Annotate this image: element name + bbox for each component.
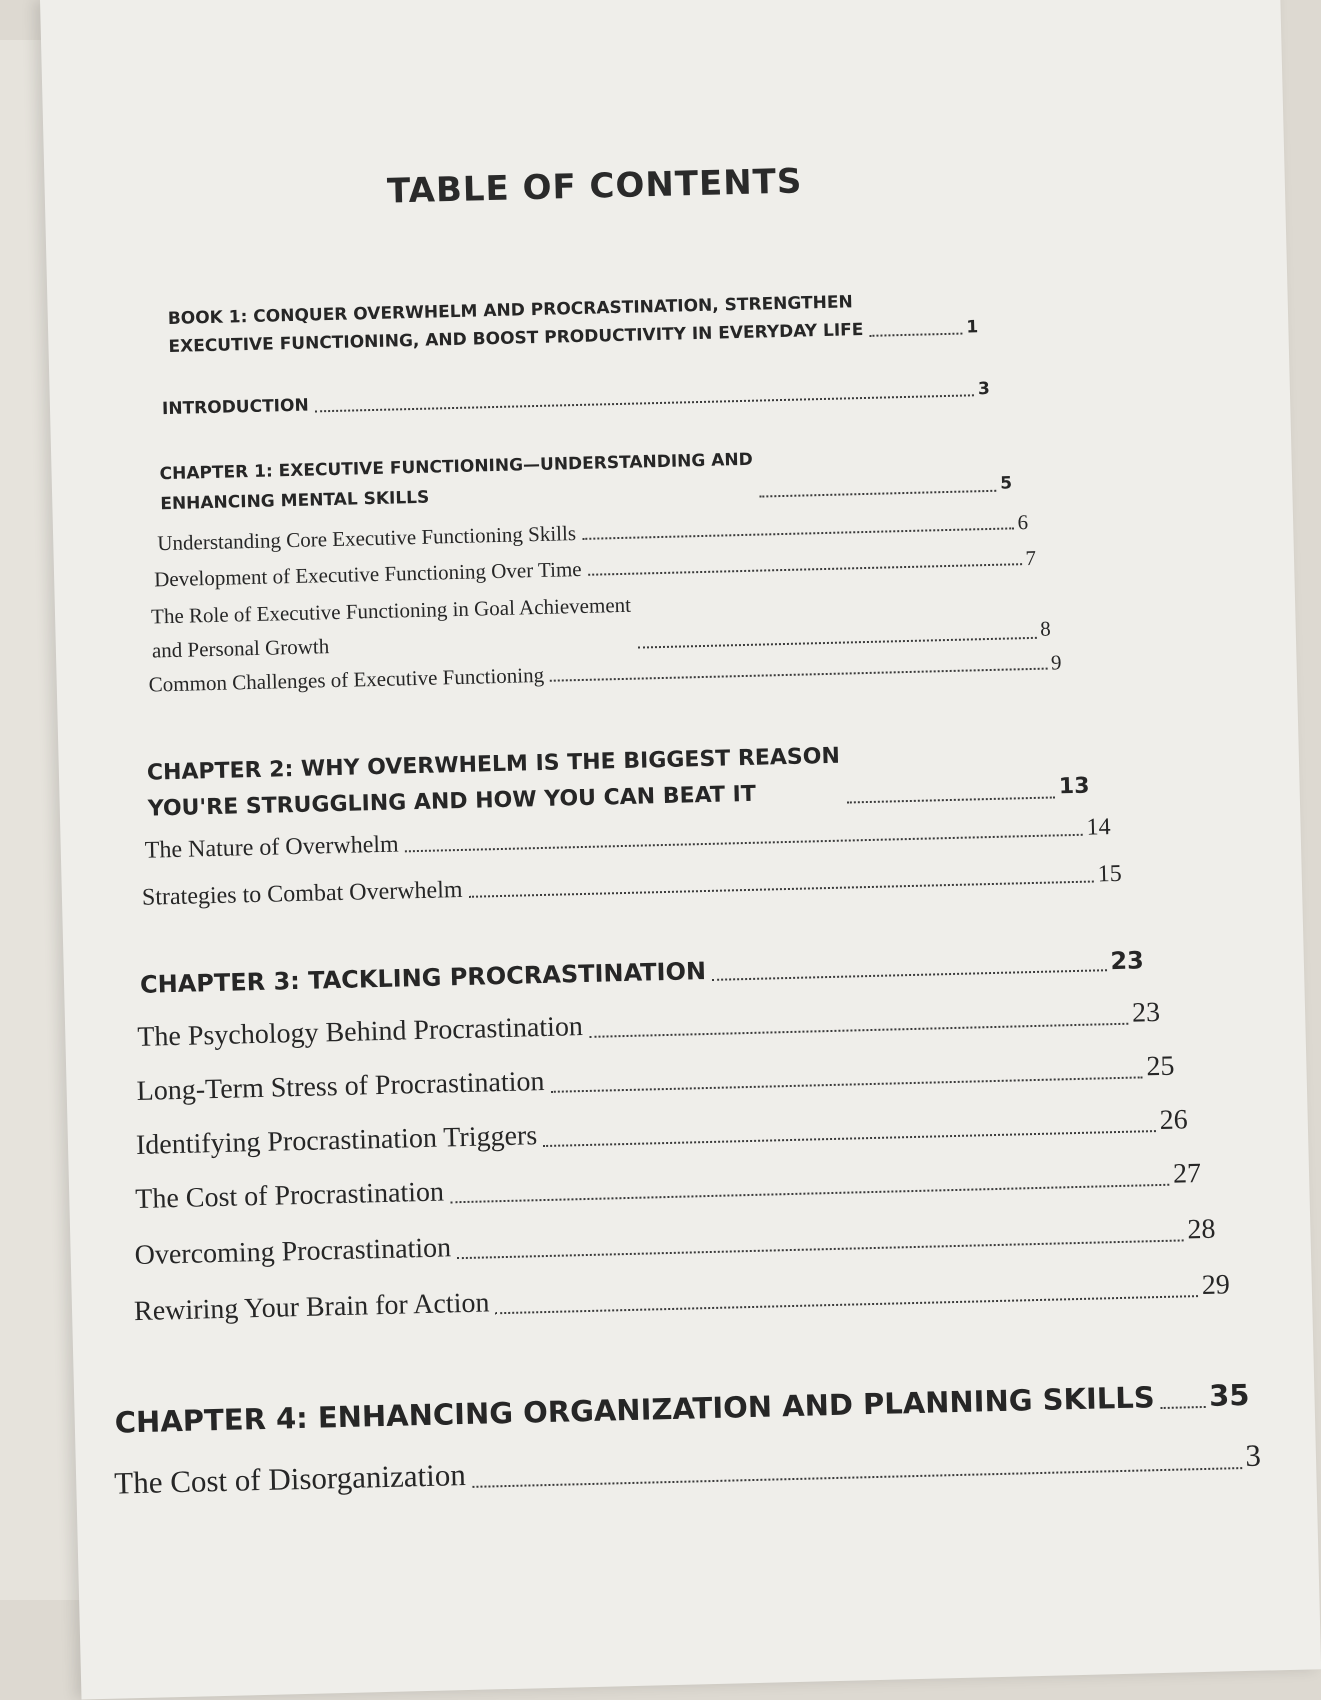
toc-entry-title [114,1455,466,1504]
toc-entry-title [154,555,582,593]
toc-entry-title-line: Common Challenges of Executive Functioning [148,662,545,697]
toc-leader-dots [582,527,1014,540]
toc-entry-title-line: CHAPTER 1: EXECUTIVE FUNCTIONING—UNDERSTANDING AND [159,449,754,485]
toc-entry-title [137,1009,583,1056]
toc-leader-dots [760,490,997,498]
toc-chapter-entry [159,438,1012,519]
toc-chapter-entry [162,375,990,423]
toc-entry-title [144,829,399,865]
toc-entry-title-line: YOU'RE STRUGGLING AND HOW YOU CAN BEAT IT [147,781,757,822]
toc-leader-dots [543,1130,1156,1147]
toc-entry-title-line: The Nature of Overwhelm [144,831,399,864]
toc-entry-title-line: The Role of Executive Functioning in Goal Achievement [150,592,632,629]
toc-leader-dots [472,1467,1242,1488]
toc-entry-title-line: ENHANCING MENTAL SKILLS [160,487,430,515]
toc-section-entry [134,1212,1216,1274]
toc-entry-title-line: Overcoming Procrastination [134,1232,452,1272]
toc-page-number: 23 [1131,996,1161,1029]
toc-section-entry [137,995,1161,1056]
toc-leader-dots [405,834,1083,853]
toc-chapter-entry [140,943,1145,1002]
toc-entry-title [162,392,309,424]
toc-entry-title [167,288,863,361]
toc-leader-dots [496,1295,1198,1314]
toc-section-entry [114,1436,1262,1504]
toc-entry-title [157,519,576,557]
toc-entry-title [134,1285,490,1330]
toc-entry-title [159,445,754,519]
toc-entry-title [134,1230,451,1274]
toc-leader-dots [1161,1406,1206,1409]
toc-entry-title [148,661,544,699]
toc-entry-title-line: Understanding Core Executive Functioning Skills [157,521,577,556]
toc-entry-title [146,739,841,828]
toc-entry-title-line: Identifying Procrastination Triggers [135,1120,538,1161]
toc-entry-title-line: EXECUTIVE FUNCTIONING, AND BOOST PRODUCTIVITY IN EVERYDAY LIFE [168,319,864,357]
toc-entry-title-line: Strategies to Combat Overwhelm [141,876,463,911]
toc-page [40,0,1321,1699]
toc-leader-dots [315,394,974,412]
toc-leader-dots [847,796,1055,803]
toc-leader-dots [457,1239,1183,1259]
toc-page-number: 27 [1172,1157,1202,1190]
toc-entry-title-line: The Cost of Procrastination [134,1176,445,1216]
toc-entry-title [135,1174,445,1218]
toc-leader-dots [469,881,1094,898]
toc-page-number: 8 [1039,616,1051,641]
toc-page-number: 23 [1110,946,1145,976]
toc-entry-title-line: CHAPTER 2: WHY OVERWHELM IS THE BIGGEST REASON [146,743,841,786]
toc-section-entry [142,859,1122,913]
toc-page-number: 3 [1244,1437,1262,1473]
toc-entry-title [151,588,632,668]
toc-page-number: 13 [1058,773,1090,800]
toc-entry-title-line: The Psychology Behind Procrastination [136,1011,584,1053]
toc-leader-dots [588,563,1022,576]
toc-page-number: 25 [1146,1050,1175,1083]
toc-entry-title-line: CHAPTER 4: ENHANCING ORGANIZATION AND PLANNING SKILLS [114,1380,1155,1440]
toc-entry-title-line: The Cost of Disorganization [113,1457,467,1501]
toc-page-number: 14 [1086,814,1111,841]
toc-entry-title [136,1118,538,1164]
toc-page-number: 29 [1201,1269,1231,1301]
toc-entry-title [136,1064,545,1110]
toc-page-number: 3 [977,378,991,400]
left-page-text [0,110,27,265]
page-title: TABLE OF CONTENTS [386,161,803,212]
toc-chapter-entry [146,733,1089,828]
toc-entry-title-line: BOOK 1: CONQUER OVERWHELM AND PROCRASTINATION, STRENGTHEN [167,292,853,329]
toc-page-number: 5 [1000,473,1013,494]
toc-entry-title [140,954,707,1002]
toc-entry-title-line: CHAPTER 3: TACKLING PROCRASTINATION [139,957,707,999]
toc-leader-dots [712,969,1106,981]
toc-section-entry [134,1267,1231,1330]
toc-page-number: 6 [1017,510,1029,535]
toc-chapter-entry [167,285,978,361]
toc-leader-dots [589,1023,1128,1038]
toc-page-number: 35 [1208,1377,1250,1413]
toc-entry-title-line: Rewiring Your Brain for Action [133,1287,490,1328]
toc-leader-dots [551,1076,1143,1092]
toc-entry-title-line: Long-Term Stress of Procrastination [136,1066,545,1107]
toc-entry-title-line: INTRODUCTION [161,395,309,420]
toc-leader-dots [638,637,1036,649]
toc-page-number: 15 [1097,860,1122,888]
toc-entry-title-line: Development of Executive Functioning Over Time [153,556,582,592]
toc-leader-dots [550,668,1047,682]
toc-section-entry [135,1156,1202,1218]
toc-leader-dots [450,1184,1169,1204]
toc-entry-title [142,875,463,913]
toc-chapter-entry [114,1376,1250,1442]
toc-entry-title-line: and Personal Growth [151,634,330,663]
toc-page-number: 26 [1159,1104,1189,1136]
toc-page-number: 28 [1187,1213,1216,1246]
toc-page-number: 1 [966,317,979,338]
toc-section-entry [136,1049,1175,1110]
toc-page-number: 7 [1025,545,1037,571]
toc-entry-title [114,1378,1155,1441]
toc-section-entry [136,1102,1189,1164]
toc-leader-dots [869,333,962,337]
toc-page-number: 9 [1050,650,1062,675]
left-page-line [0,110,27,221]
